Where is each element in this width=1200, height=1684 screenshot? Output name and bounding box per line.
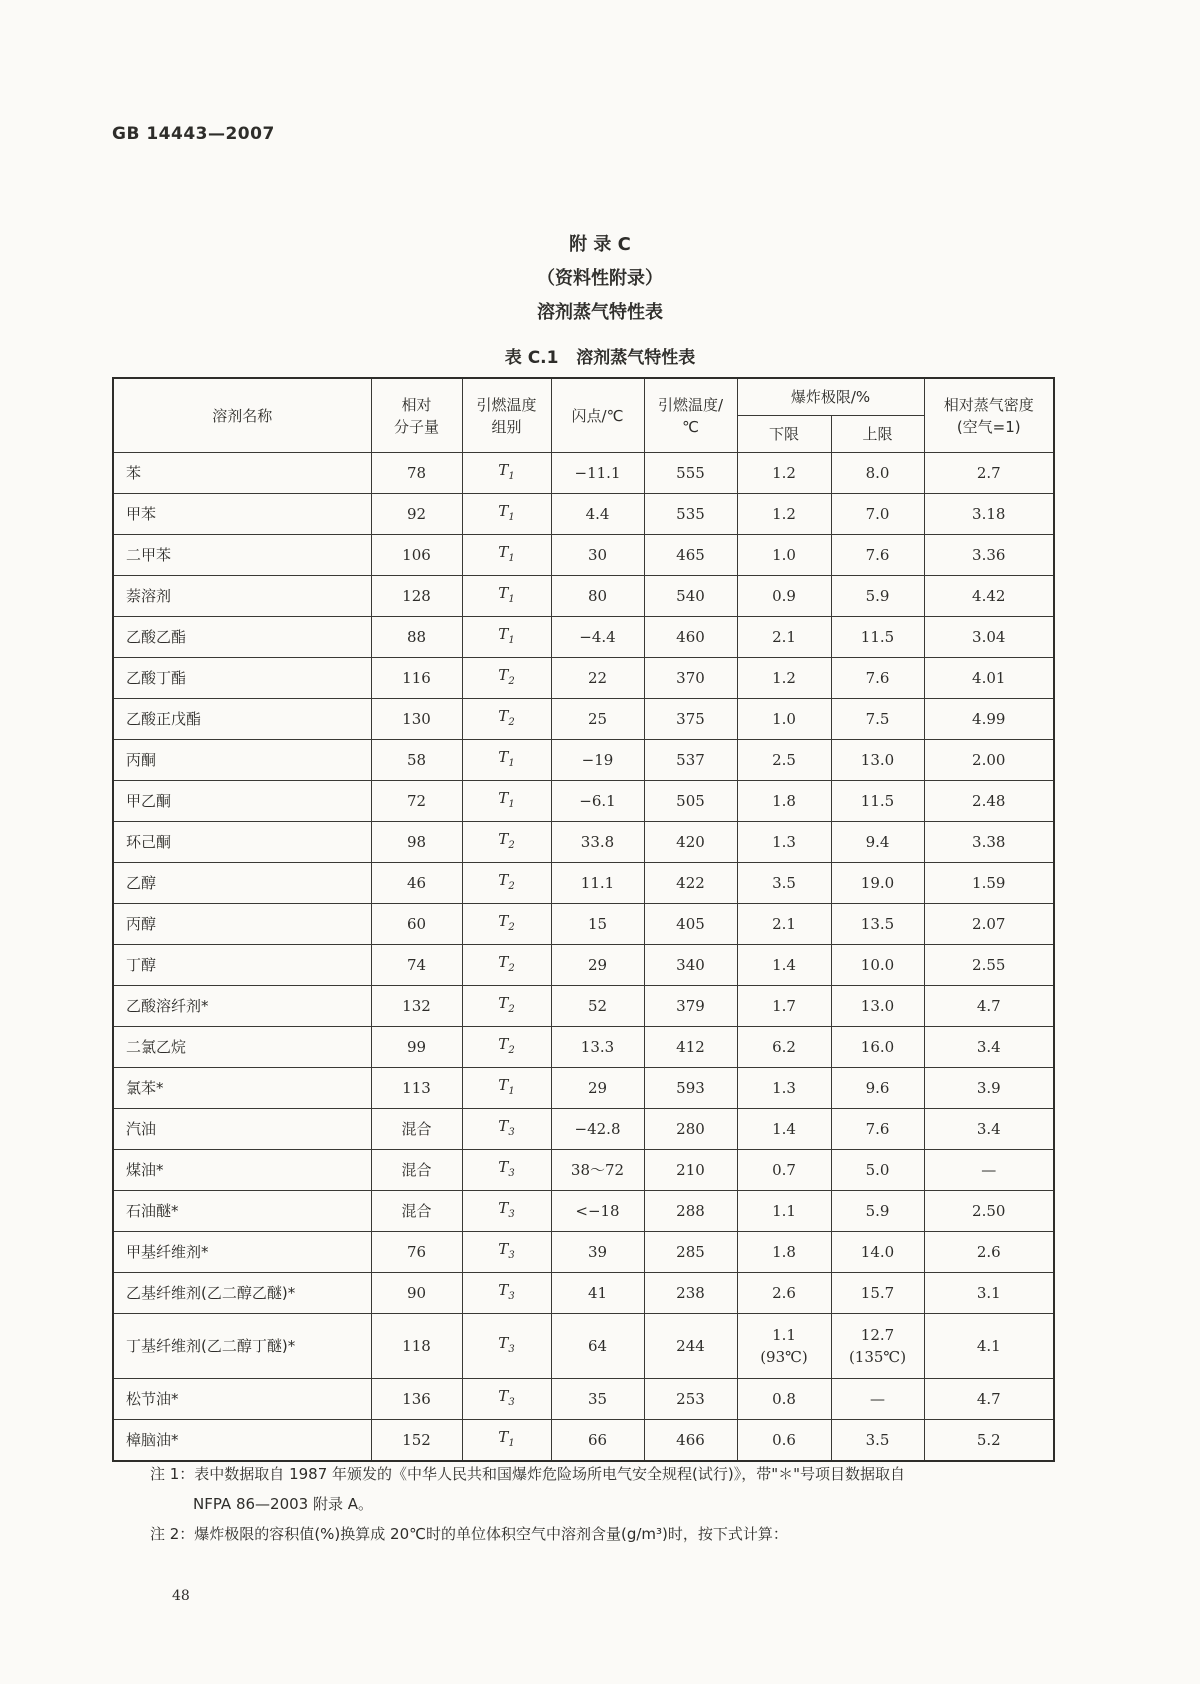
cell-group: $T_3$ — [462, 1150, 551, 1191]
appendix-type: （资料性附录） — [537, 268, 663, 289]
cell-flash: −6.1 — [551, 781, 644, 822]
cell-name: 丁醇 — [113, 945, 371, 986]
cell-ignition: 253 — [644, 1379, 737, 1420]
cell-name: 乙醇 — [113, 863, 371, 904]
cell-upper: 7.0 — [831, 494, 924, 535]
cell-lower: 0.9 — [737, 576, 831, 617]
cell-flash: 15 — [551, 904, 644, 945]
cell-lower: 2.5 — [737, 740, 831, 781]
header-lower-limit: 下限 — [737, 416, 831, 453]
cell-upper: 13.0 — [831, 986, 924, 1027]
cell-density: 2.00 — [924, 740, 1054, 781]
cell-lower: 0.6 — [737, 1420, 831, 1462]
cell-ignition: 537 — [644, 740, 737, 781]
cell-name: 汽油 — [113, 1109, 371, 1150]
cell-density: 3.18 — [924, 494, 1054, 535]
table-row — [113, 822, 1054, 863]
cell-name: 氯苯* — [113, 1068, 371, 1109]
table-row — [113, 986, 1054, 1027]
cell-upper: 11.5 — [831, 781, 924, 822]
cell-upper: 10.0 — [831, 945, 924, 986]
cell-name: 乙酸溶纤剂* — [113, 986, 371, 1027]
solvent-properties-table — [112, 377, 1055, 1462]
cell-ignition: 280 — [644, 1109, 737, 1150]
cell-ignition: 288 — [644, 1191, 737, 1232]
cell-name: 丁基纤维剂(乙二醇丁醚)* — [113, 1314, 371, 1379]
cell-mw: 116 — [371, 658, 462, 699]
table-row — [113, 494, 1054, 535]
cell-lower: 1.2 — [737, 494, 831, 535]
cell-mw: 128 — [371, 576, 462, 617]
cell-ignition: 465 — [644, 535, 737, 576]
table-row — [113, 740, 1054, 781]
cell-mw: 72 — [371, 781, 462, 822]
cell-density: 5.2 — [924, 1420, 1054, 1462]
cell-name: 樟脑油* — [113, 1420, 371, 1462]
cell-mw: 132 — [371, 986, 462, 1027]
header-ignition-temperature: 引燃温度/ ℃ — [644, 378, 737, 453]
table-row — [113, 945, 1054, 986]
cell-flash: 22 — [551, 658, 644, 699]
cell-name: 煤油* — [113, 1150, 371, 1191]
cell-mw: 60 — [371, 904, 462, 945]
cell-name: 丙酮 — [113, 740, 371, 781]
cell-density: 2.48 — [924, 781, 1054, 822]
cell-flash: 29 — [551, 945, 644, 986]
cell-density: 4.1 — [924, 1314, 1054, 1379]
cell-name: 甲基纤维剂* — [113, 1232, 371, 1273]
header-upper-limit: 上限 — [831, 416, 924, 453]
appendix-heading — [0, 228, 1200, 330]
header-molecular-weight: 相对 分子量 — [371, 378, 462, 453]
cell-name: 甲苯 — [113, 494, 371, 535]
cell-group: $T_2$ — [462, 658, 551, 699]
cell-density: 4.7 — [924, 986, 1054, 1027]
table-caption: 表 C.1 溶剂蒸气特性表 — [504, 348, 696, 368]
cell-upper: 5.9 — [831, 576, 924, 617]
cell-flash: 66 — [551, 1420, 644, 1462]
cell-upper: 9.4 — [831, 822, 924, 863]
cell-group: $T_3$ — [462, 1314, 551, 1379]
cell-lower: 1.2 — [737, 453, 831, 494]
cell-upper: 13.0 — [831, 740, 924, 781]
cell-density: 2.50 — [924, 1191, 1054, 1232]
cell-lower: 1.4 — [737, 945, 831, 986]
table-row — [113, 1150, 1054, 1191]
header-vapor-density: 相对蒸气密度 (空气=1) — [924, 378, 1054, 453]
cell-lower: 1.8 — [737, 1232, 831, 1273]
cell-upper: 7.6 — [831, 1109, 924, 1150]
cell-upper: 15.7 — [831, 1273, 924, 1314]
cell-flash: 13.3 — [551, 1027, 644, 1068]
cell-group: $T_3$ — [462, 1109, 551, 1150]
header-flash-point: 闪点/℃ — [551, 378, 644, 453]
standard-code: GB 14443—2007 — [112, 124, 275, 144]
cell-density: 4.7 — [924, 1379, 1054, 1420]
cell-mw: 58 — [371, 740, 462, 781]
cell-name: 乙酸正戊酯 — [113, 699, 371, 740]
table-row — [113, 1420, 1054, 1462]
table-row — [113, 617, 1054, 658]
cell-group: $T_1$ — [462, 494, 551, 535]
cell-flash: −19 — [551, 740, 644, 781]
cell-group: $T_2$ — [462, 904, 551, 945]
table-row — [113, 535, 1054, 576]
cell-mw: 136 — [371, 1379, 462, 1420]
cell-ignition: 535 — [644, 494, 737, 535]
note-2: 注 2：爆炸极限的容积值(%)换算成 20℃时的单位体积空气中溶剂含量(g/m³)时，按下式计算： — [150, 1525, 788, 1543]
cell-mw: 46 — [371, 863, 462, 904]
cell-lower: 1.0 — [737, 535, 831, 576]
table-row — [113, 1068, 1054, 1109]
cell-flash: 80 — [551, 576, 644, 617]
cell-lower: 1.2 — [737, 658, 831, 699]
cell-ignition: 593 — [644, 1068, 737, 1109]
cell-lower: 0.8 — [737, 1379, 831, 1420]
cell-flash: 35 — [551, 1379, 644, 1420]
cell-upper: 11.5 — [831, 617, 924, 658]
table-notes — [150, 1459, 1060, 1549]
table-row — [113, 1379, 1054, 1420]
cell-ignition: 405 — [644, 904, 737, 945]
cell-lower: 2.6 — [737, 1273, 831, 1314]
cell-density: 3.04 — [924, 617, 1054, 658]
cell-group: $T_1$ — [462, 453, 551, 494]
cell-density: 3.38 — [924, 822, 1054, 863]
cell-name: 萘溶剂 — [113, 576, 371, 617]
cell-upper: — — [831, 1379, 924, 1420]
cell-density: 4.99 — [924, 699, 1054, 740]
cell-lower: 1.7 — [737, 986, 831, 1027]
cell-mw: 152 — [371, 1420, 462, 1462]
cell-density: 4.01 — [924, 658, 1054, 699]
cell-density: 3.36 — [924, 535, 1054, 576]
table-body — [113, 453, 1054, 1462]
table-row — [113, 1191, 1054, 1232]
cell-name: 乙酸丁酯 — [113, 658, 371, 699]
cell-density: 2.7 — [924, 453, 1054, 494]
cell-flash: 33.8 — [551, 822, 644, 863]
table-row — [113, 904, 1054, 945]
cell-lower: 2.1 — [737, 617, 831, 658]
cell-density: 3.4 — [924, 1109, 1054, 1150]
table-row — [113, 699, 1054, 740]
note-1-line-2: NFPA 86—2003 附录 A。 — [193, 1495, 374, 1513]
cell-upper: 7.6 — [831, 658, 924, 699]
cell-group: $T_1$ — [462, 617, 551, 658]
cell-group: $T_1$ — [462, 576, 551, 617]
page-number: 48 — [172, 1588, 190, 1604]
cell-group: $T_3$ — [462, 1232, 551, 1273]
table-row — [113, 453, 1054, 494]
cell-flash: 38～72 — [551, 1150, 644, 1191]
cell-upper: 8.0 — [831, 453, 924, 494]
cell-ignition: 375 — [644, 699, 737, 740]
cell-upper: 7.5 — [831, 699, 924, 740]
cell-ignition: 285 — [644, 1232, 737, 1273]
cell-upper: 13.5 — [831, 904, 924, 945]
table-row — [113, 863, 1054, 904]
cell-lower: 2.1 — [737, 904, 831, 945]
cell-mw: 混合 — [371, 1109, 462, 1150]
cell-mw: 106 — [371, 535, 462, 576]
cell-lower: 3.5 — [737, 863, 831, 904]
cell-flash: −4.4 — [551, 617, 644, 658]
cell-flash: 52 — [551, 986, 644, 1027]
cell-density: 2.6 — [924, 1232, 1054, 1273]
cell-density: — — [924, 1150, 1054, 1191]
table-row — [113, 1232, 1054, 1273]
cell-mw: 88 — [371, 617, 462, 658]
cell-group: $T_1$ — [462, 1068, 551, 1109]
cell-lower: 1.8 — [737, 781, 831, 822]
cell-flash: 39 — [551, 1232, 644, 1273]
table-row — [113, 658, 1054, 699]
cell-lower: 1.0 — [737, 699, 831, 740]
cell-upper: 16.0 — [831, 1027, 924, 1068]
cell-lower: 1.3 — [737, 1068, 831, 1109]
cell-name: 二氯乙烷 — [113, 1027, 371, 1068]
cell-flash: 29 — [551, 1068, 644, 1109]
header-explosion-limit: 爆炸极限/% — [737, 378, 924, 416]
cell-density: 2.55 — [924, 945, 1054, 986]
cell-mw: 92 — [371, 494, 462, 535]
header-ignition-group: 引燃温度 组别 — [462, 378, 551, 453]
table-row — [113, 781, 1054, 822]
table-row — [113, 1314, 1054, 1379]
appendix-subject: 溶剂蒸气特性表 — [537, 302, 663, 323]
cell-upper: 12.7 (135℃) — [831, 1314, 924, 1379]
cell-ignition: 379 — [644, 986, 737, 1027]
cell-name: 乙酸乙酯 — [113, 617, 371, 658]
cell-group: $T_3$ — [462, 1379, 551, 1420]
cell-lower: 1.1 (93℃) — [737, 1314, 831, 1379]
cell-ignition: 555 — [644, 453, 737, 494]
cell-flash: −11.1 — [551, 453, 644, 494]
cell-name: 松节油* — [113, 1379, 371, 1420]
cell-ignition: 210 — [644, 1150, 737, 1191]
cell-density: 3.4 — [924, 1027, 1054, 1068]
cell-lower: 1.1 — [737, 1191, 831, 1232]
cell-ignition: 540 — [644, 576, 737, 617]
cell-ignition: 505 — [644, 781, 737, 822]
cell-ignition: 244 — [644, 1314, 737, 1379]
cell-flash: 11.1 — [551, 863, 644, 904]
cell-ignition: 412 — [644, 1027, 737, 1068]
cell-group: $T_2$ — [462, 1027, 551, 1068]
note-1-line-1: 注 1：表中数据取自 1987 年颁发的《中华人民共和国爆炸危险场所电气安全规程(试行)》，带"＊"号项目数据取自 — [150, 1465, 906, 1483]
cell-group: $T_1$ — [462, 1420, 551, 1462]
cell-density: 4.42 — [924, 576, 1054, 617]
cell-name: 甲乙酮 — [113, 781, 371, 822]
cell-mw: 90 — [371, 1273, 462, 1314]
cell-group: $T_2$ — [462, 863, 551, 904]
cell-upper: 3.5 — [831, 1420, 924, 1462]
cell-flash: 25 — [551, 699, 644, 740]
cell-name: 苯 — [113, 453, 371, 494]
cell-lower: 1.4 — [737, 1109, 831, 1150]
cell-flash: 64 — [551, 1314, 644, 1379]
cell-ignition: 238 — [644, 1273, 737, 1314]
cell-upper: 14.0 — [831, 1232, 924, 1273]
cell-flash: <−18 — [551, 1191, 644, 1232]
cell-ignition: 460 — [644, 617, 737, 658]
table-row — [113, 1273, 1054, 1314]
cell-ignition: 420 — [644, 822, 737, 863]
cell-flash: 4.4 — [551, 494, 644, 535]
cell-group: $T_2$ — [462, 822, 551, 863]
cell-mw: 74 — [371, 945, 462, 986]
cell-lower: 1.3 — [737, 822, 831, 863]
cell-ignition: 370 — [644, 658, 737, 699]
cell-group: $T_1$ — [462, 535, 551, 576]
cell-density: 2.07 — [924, 904, 1054, 945]
appendix-title: 附 录 C — [569, 234, 631, 255]
cell-group: $T_2$ — [462, 699, 551, 740]
cell-mw: 118 — [371, 1314, 462, 1379]
cell-density: 3.9 — [924, 1068, 1054, 1109]
cell-name: 石油醚* — [113, 1191, 371, 1232]
cell-group: $T_1$ — [462, 781, 551, 822]
cell-group: $T_3$ — [462, 1273, 551, 1314]
cell-upper: 5.0 — [831, 1150, 924, 1191]
cell-group: $T_1$ — [462, 740, 551, 781]
header-solvent-name: 溶剂名称 — [113, 378, 371, 453]
cell-upper: 9.6 — [831, 1068, 924, 1109]
cell-mw: 98 — [371, 822, 462, 863]
cell-ignition: 422 — [644, 863, 737, 904]
cell-mw: 混合 — [371, 1150, 462, 1191]
cell-ignition: 466 — [644, 1420, 737, 1462]
cell-name: 丙醇 — [113, 904, 371, 945]
cell-density: 3.1 — [924, 1273, 1054, 1314]
cell-name: 二甲苯 — [113, 535, 371, 576]
cell-upper: 19.0 — [831, 863, 924, 904]
cell-group: $T_3$ — [462, 1191, 551, 1232]
table-row — [113, 1109, 1054, 1150]
cell-mw: 混合 — [371, 1191, 462, 1232]
cell-mw: 99 — [371, 1027, 462, 1068]
cell-name: 环己酮 — [113, 822, 371, 863]
cell-mw: 130 — [371, 699, 462, 740]
cell-mw: 76 — [371, 1232, 462, 1273]
cell-lower: 6.2 — [737, 1027, 831, 1068]
cell-lower: 0.7 — [737, 1150, 831, 1191]
cell-mw: 78 — [371, 453, 462, 494]
cell-mw: 113 — [371, 1068, 462, 1109]
cell-upper: 7.6 — [831, 535, 924, 576]
cell-group: $T_2$ — [462, 986, 551, 1027]
cell-flash: 41 — [551, 1273, 644, 1314]
cell-upper: 5.9 — [831, 1191, 924, 1232]
cell-group: $T_2$ — [462, 945, 551, 986]
cell-name: 乙基纤维剂(乙二醇乙醚)* — [113, 1273, 371, 1314]
cell-flash: 30 — [551, 535, 644, 576]
cell-ignition: 340 — [644, 945, 737, 986]
table-row — [113, 1027, 1054, 1068]
table-row — [113, 576, 1054, 617]
cell-density: 1.59 — [924, 863, 1054, 904]
cell-flash: −42.8 — [551, 1109, 644, 1150]
